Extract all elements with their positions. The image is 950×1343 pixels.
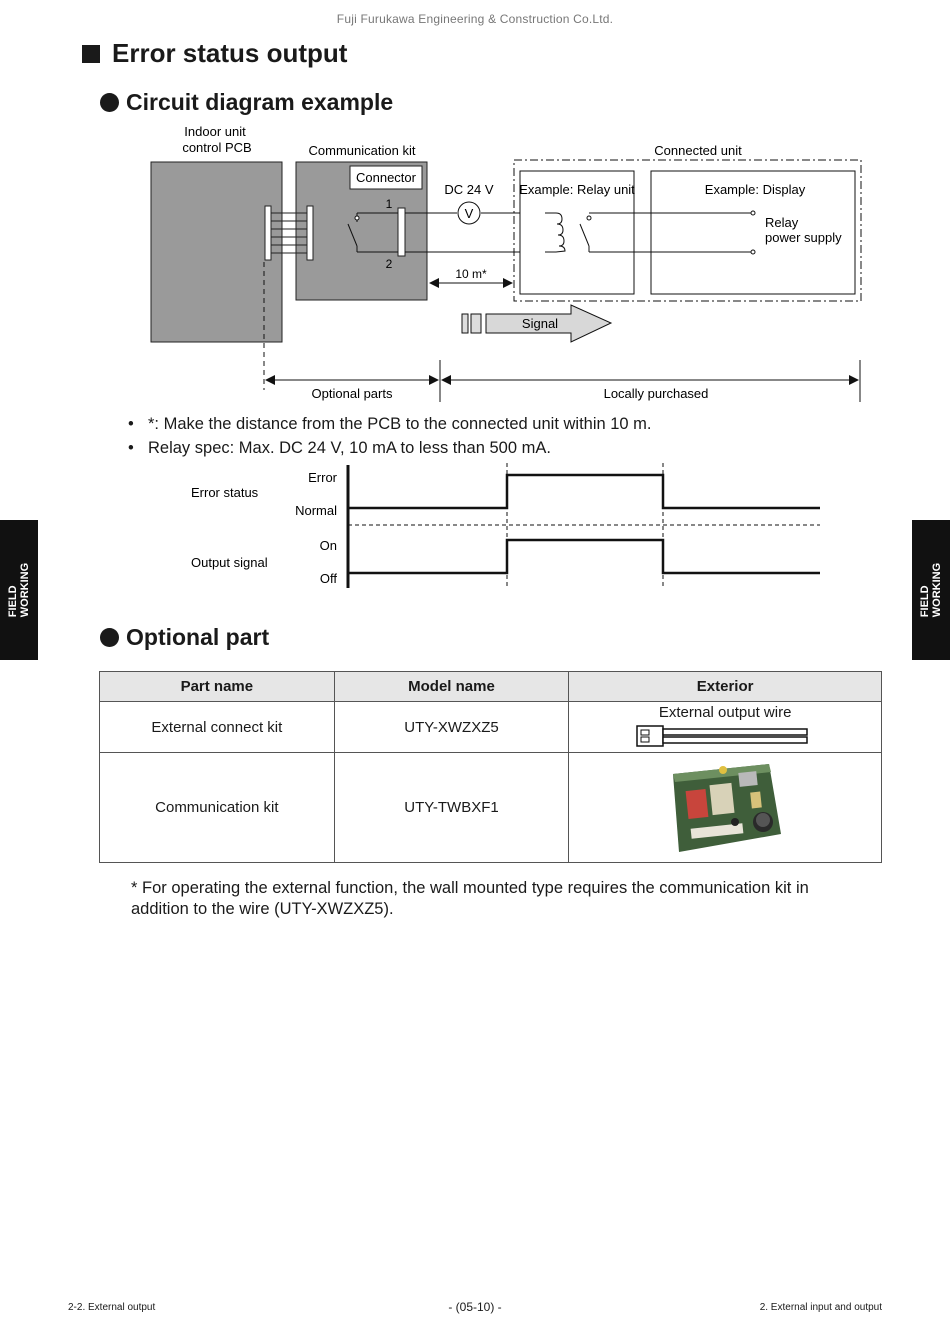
- optional-part-heading-text: Optional part: [126, 624, 270, 650]
- circle-bullet-icon: [100, 628, 119, 647]
- locally-purchased-label: Locally purchased: [603, 386, 709, 401]
- side-tab-left: [0, 520, 38, 660]
- circuit-diagram: [0, 0, 950, 410]
- model-name-cell: UTY-XWZXZ5: [334, 702, 569, 753]
- table-row: [100, 753, 882, 863]
- footnote: * For operating the external function, the wall mounted type requires the communication kit in addition to the wire (UTY-XWZXZ5).: [131, 879, 809, 918]
- pin-2-label: 2: [385, 257, 393, 271]
- part-name-cell: Communication kit: [100, 753, 335, 863]
- footer-page-number: - (05-10) -: [448, 1300, 502, 1314]
- voltmeter-label: V: [464, 206, 474, 221]
- indoor-unit-label-1: Indoor unit: [184, 124, 246, 139]
- parts-table: [99, 671, 882, 863]
- note-item: • *: Make the distance from the PCB to the connected unit within 10 m.: [128, 412, 652, 436]
- connector-label: Connector: [356, 170, 416, 185]
- dc24v-label: DC 24 V: [444, 182, 494, 197]
- on-level-label: On: [319, 538, 337, 553]
- side-tab-line2: WORKING: [19, 562, 31, 618]
- display-label: Example: Display: [704, 182, 806, 197]
- relay-power-label-1: Relay: [765, 215, 799, 230]
- table-header-row: [100, 672, 882, 702]
- column-header: Model name: [334, 672, 569, 702]
- distance-label: 10 m*: [455, 267, 487, 281]
- exterior-cell: [569, 702, 882, 753]
- pin-1-label: 1: [385, 197, 393, 211]
- notes-list: [128, 412, 652, 460]
- external-output-wire-image: [635, 723, 815, 749]
- part-name-cell: External connect kit: [100, 702, 335, 753]
- normal-level-label: Normal: [295, 503, 337, 518]
- column-header: Exterior: [569, 672, 882, 702]
- relay-unit-label: Example: Relay unit: [519, 182, 635, 197]
- communication-kit-label: Communication kit: [308, 143, 416, 158]
- output-connector: [398, 208, 405, 256]
- note-item: • Relay spec: Max. DC 24 V, 10 mA to less than 500 mA.: [128, 436, 652, 460]
- timing-chart: [0, 455, 950, 595]
- side-tab-right: [912, 520, 950, 660]
- connected-unit-label: Connected unit: [654, 143, 742, 158]
- output-signal-waveform: [348, 540, 820, 573]
- model-name-cell: UTY-TWBXF1: [334, 753, 569, 863]
- side-tab-line1: FIELD: [919, 585, 931, 618]
- exterior-caption: External output wire: [658, 704, 792, 721]
- exterior-cell: [569, 753, 882, 863]
- circuit-heading-text: Circuit diagram example: [126, 89, 394, 115]
- output-signal-label: Output signal: [191, 555, 268, 570]
- off-level-label: Off: [319, 571, 337, 586]
- table-row: [100, 702, 882, 753]
- column-header: Part name: [100, 672, 335, 702]
- optional-parts-label: Optional parts: [311, 386, 393, 401]
- side-tab-line1: FIELD: [7, 585, 19, 618]
- side-tab-line2: WORKING: [931, 562, 943, 618]
- pcb-connector: [265, 206, 271, 260]
- error-level-label: Error: [308, 470, 337, 485]
- kit-input-connector: [307, 206, 313, 260]
- relay-power-label-2: power supply: [765, 230, 842, 245]
- indoor-unit-label-2: control PCB: [182, 140, 252, 155]
- company-header: Fuji Furukawa Engineering & Construction Co.Ltd.: [336, 12, 614, 26]
- indoor-unit-pcb: [151, 162, 282, 342]
- footer-left: 2-2. External output: [68, 1302, 156, 1313]
- signal-plug-b: [471, 314, 481, 333]
- optional-part-heading: [100, 624, 269, 651]
- signal-label: Signal: [521, 316, 559, 331]
- footer-right: 2. External input and output: [759, 1302, 882, 1313]
- signal-plug-a: [462, 314, 468, 333]
- communication-kit-photo: [665, 762, 785, 854]
- section-title-text: Error status output: [112, 38, 348, 68]
- error-status-waveform: [348, 475, 820, 508]
- error-status-label: Error status: [191, 485, 259, 500]
